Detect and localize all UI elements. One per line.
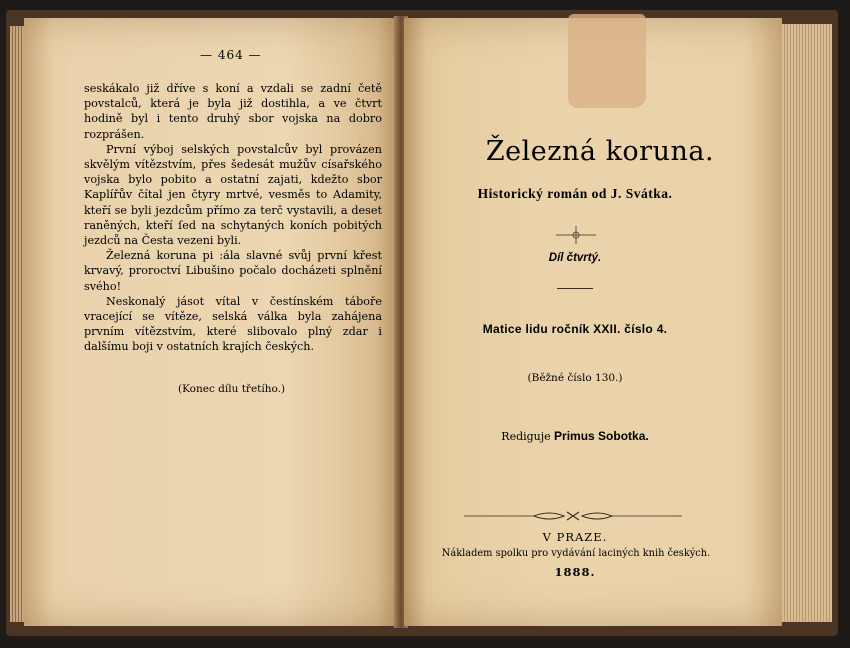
volume-label: Díl čtvrtý. [548,252,602,264]
divider [557,288,593,289]
end-of-volume-note: (Konec dílu třetího.) [178,383,286,395]
series-label: Matice lidu ročník XXII. číslo 4. [482,322,668,336]
chapter-ending-text [84,81,382,355]
paragraph: seskákalo již dříve s koní a vzdali se zadní četě povstalců, která je byla již dostihla, a ve čtvrt hodině byl i tento druhý sbor vojska na dobro rozprášen. [84,82,382,141]
publisher-line: Nákladem spolku pro vydávání laciných knih českých. [441,548,711,559]
left-page-edges [10,26,24,622]
ornamental-rule-icon [464,508,682,524]
right-page-edges [782,24,832,622]
ornament-icon [556,226,596,244]
page-number: — 464 — [200,48,262,62]
publication-year: 1888. [554,565,596,579]
paragraph: První výboj selských povstalcův byl provázen skvělým vítězstvím, přes šedesát mužův císařského vojska bylo pobito a ostatní zajati, kdežto sbor Kaplířův čítal jen čtyry mrtvé, vesměs to Adamity, kteří se byli jezdcům přímo za terč vystavili, a deset raněných, kteří ſed na schytaných koních pobitých jezdců na Česta vezeni byli. [84,142,382,248]
editor-line [460,429,690,443]
paragraph: Neskonalý jásot vítal v čestínském táboře vracející se vítěze, selská válka byla zahájena prvním vítězstvím, které slibovalo plný zdar i dalšímu boji v ostatních krajích českých. [84,294,382,354]
book-title: Železná koruna. [485,136,715,167]
book-subtitle: Historický román od J. Svátka. [477,186,673,201]
editor-prefix: Rediguje [501,430,551,443]
paragraph: Železná koruna pi :ála slavné svůj první křest krvavý, proroctví Libušino počalo docházeti splnění svého! [84,249,382,293]
publication-city: V PRAZE. [542,530,608,544]
paper-stain [568,14,646,108]
editor-name: Primus Sobotka. [554,429,649,443]
running-number: (Běžné číslo 130.) [527,372,623,384]
